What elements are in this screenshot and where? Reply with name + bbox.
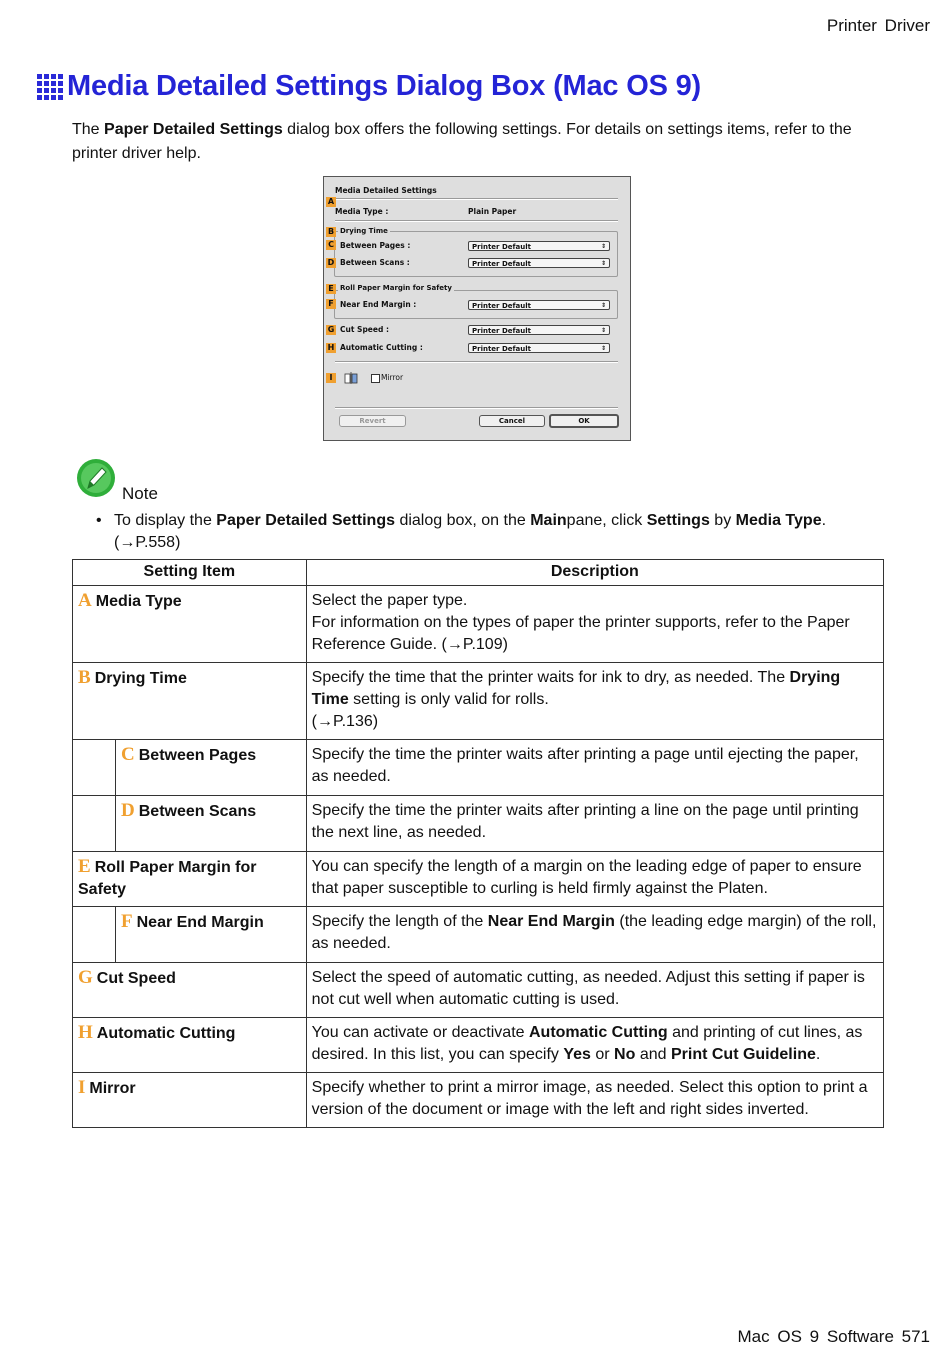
chevron-updown-icon: ⇕ — [600, 345, 606, 352]
row-letter: I — [78, 1077, 86, 1098]
row-desc-1: Select the speed of automatic cutting, as needed. Adjust this setting if paper is not cut well when automatic cutting is used. — [311, 969, 865, 1008]
media-type-label: Media Type : — [335, 207, 389, 216]
table-row — [73, 1018, 884, 1073]
table-row — [73, 852, 884, 907]
chevron-updown-icon: ⇕ — [600, 302, 606, 309]
badge-e: E — [326, 284, 336, 294]
note-text-1: To display the — [114, 512, 217, 529]
running-header: Printer Driver — [826, 16, 930, 35]
ok-button[interactable]: OK — [549, 414, 619, 428]
setting-item-cell — [73, 852, 307, 907]
row-name: Drying Time — [94, 670, 187, 687]
row-name: Between Pages — [138, 747, 257, 764]
badge-g: G — [327, 325, 335, 334]
note-bold-3: Settings — [646, 512, 710, 529]
divider — [335, 220, 618, 222]
intro-paragraph — [72, 118, 882, 166]
note-text-4: by — [709, 512, 736, 529]
note-pencil-icon — [76, 458, 116, 498]
row-name: Automatic Cutting — [96, 1025, 236, 1042]
badge-f: F — [326, 299, 336, 309]
page-title-text: Media Detailed Settings Dialog Box (Mac OS 9) — [67, 70, 701, 102]
row-desc-2: setting is only valid for rolls. — [348, 691, 549, 708]
note-bold-1: Paper Detailed Settings — [216, 512, 395, 529]
roll-margin-group-label: Roll Paper Margin for Safety — [340, 284, 452, 292]
setting-item-cell — [73, 663, 307, 740]
cut-speed-label: Cut Speed : — [340, 325, 389, 334]
note-label: Note — [122, 484, 158, 503]
table-row — [73, 796, 884, 852]
setting-item-cell — [73, 796, 307, 852]
description-cell — [306, 1018, 883, 1073]
badge-i: I — [326, 373, 336, 383]
note-text-2: dialog box, on the — [395, 512, 531, 529]
badge-d: D — [327, 258, 335, 267]
between-scans-select[interactable] — [468, 258, 610, 268]
setting-item-cell — [73, 586, 307, 663]
near-end-select[interactable] — [468, 300, 610, 310]
page-title — [37, 70, 701, 103]
row-desc-1: Specify the length of the — [311, 913, 488, 930]
between-scans-label: Between Scans : — [340, 258, 410, 267]
row-desc-1: Specify the time the printer waits after printing a line on the page until printing the next line, as needed. — [311, 802, 859, 841]
badge-b: B — [327, 227, 335, 236]
row-letter: A — [78, 590, 92, 611]
setting-item-cell — [73, 1018, 307, 1073]
row-name: Between Scans — [138, 803, 257, 820]
note-text-5: . — [821, 512, 827, 529]
row-desc-2: and printing of cut lines, as desired. In this list, you can specify — [311, 1024, 863, 1063]
auto-cut-value: Printer Default — [472, 345, 532, 353]
between-pages-value: Printer Default — [472, 243, 532, 251]
mirror-icon — [344, 371, 358, 385]
divider — [335, 361, 618, 363]
mirror-label: Mirror — [381, 373, 404, 382]
row-desc-2: For information on the types of paper the printer supports, refer to the Paper Reference Guide. (→P.109) — [311, 614, 850, 653]
row-name: Roll Paper Margin for Safety — [78, 859, 257, 898]
dialog-title: Media Detailed Settings — [335, 186, 437, 195]
row-desc-4: and — [635, 1046, 671, 1063]
row-desc-3: or — [590, 1046, 615, 1063]
bullet-dot: • — [96, 512, 102, 529]
between-scans-value: Printer Default — [472, 260, 532, 268]
note-text-3: pane, click — [566, 512, 647, 529]
intro-bold-1: Paper Detailed Settings — [104, 121, 283, 138]
media-type-value: Plain Paper — [468, 207, 517, 216]
near-end-value: Printer Default — [472, 302, 532, 310]
setting-item-cell — [73, 963, 307, 1018]
section-grid-icon — [37, 74, 63, 100]
chevron-updown-icon: ⇕ — [600, 327, 606, 334]
table-row — [73, 663, 884, 740]
note-bold-2: Main — [530, 512, 567, 529]
row-desc-bold: Near End Margin — [487, 913, 615, 930]
row-desc-1: Select the paper type. — [311, 592, 468, 609]
description-cell — [306, 852, 883, 907]
col-header-description: Description — [306, 560, 883, 586]
chevron-updown-icon: ⇕ — [600, 243, 606, 250]
cut-speed-select[interactable] — [468, 325, 610, 335]
intro-text-2: dialog box offers the following settings. For details on settings items, refer to the printer driver help. — [72, 121, 852, 162]
page-footer: Mac OS 9 Software 571 — [737, 1327, 930, 1346]
description-cell — [306, 1073, 883, 1128]
col-header-setting-item: Setting Item — [73, 560, 307, 586]
description-cell — [306, 663, 883, 740]
table-row — [73, 586, 884, 663]
table-row — [73, 963, 884, 1018]
row-name: Mirror — [89, 1080, 136, 1097]
row-desc-1: Specify the time that the printer waits for ink to dry, as needed. The — [311, 669, 790, 686]
row-desc-1: You can specify the length of a margin on the leading edge of paper to ensure that paper susceptible to curling is held firmly against the Platen. — [311, 858, 862, 897]
row-letter: B — [78, 667, 91, 688]
row-desc-1: Specify the time the printer waits after printing a page until ejecting the paper, as needed. — [311, 746, 859, 785]
description-cell — [306, 740, 883, 796]
auto-cut-label: Automatic Cutting : — [340, 343, 423, 352]
cancel-button[interactable]: Cancel — [479, 415, 545, 427]
description-cell — [306, 586, 883, 663]
row-desc-1: Specify whether to print a mirror image, as needed. Select this option to print a version of the document or image with the left and right sides inverted. — [311, 1079, 868, 1118]
note-bold-4: Media Type — [735, 512, 822, 529]
row-name: Cut Speed — [96, 970, 176, 987]
divider — [335, 198, 618, 200]
badge-c: C — [326, 240, 336, 250]
row-name: Near End Margin — [136, 914, 264, 931]
row-desc-2: (the leading edge margin) of the roll, as needed. — [311, 913, 877, 952]
cut-speed-value: Printer Default — [472, 327, 532, 335]
between-pages-select[interactable] — [468, 241, 610, 251]
note-ref-link[interactable]: (→P.558) — [114, 534, 181, 551]
note-text — [114, 510, 884, 554]
description-cell — [306, 796, 883, 852]
row-letter: H — [78, 1022, 93, 1043]
table-row — [73, 1073, 884, 1128]
revert-button[interactable]: Revert — [339, 415, 406, 427]
row-letter: E — [78, 856, 91, 877]
row-letter: C — [121, 744, 135, 765]
description-cell — [306, 907, 883, 963]
setting-item-cell — [73, 907, 307, 963]
row-letter: F — [121, 911, 133, 932]
drying-group-label: Drying Time — [340, 227, 388, 235]
badge-a: A — [327, 197, 335, 206]
row-desc-bold: Drying Time — [311, 669, 841, 708]
setting-item-cell — [73, 1073, 307, 1128]
intro-text-1: The — [72, 121, 105, 138]
table-row — [73, 907, 884, 963]
divider — [335, 407, 618, 409]
row-letter: G — [78, 967, 93, 988]
badge-h: H — [327, 343, 335, 352]
row-desc-3: (→P.136) — [311, 713, 379, 730]
row-letter: D — [121, 800, 135, 821]
row-desc-bold-2: Yes — [563, 1046, 591, 1063]
chevron-updown-icon: ⇕ — [600, 260, 606, 267]
auto-cut-select[interactable] — [468, 343, 610, 353]
settings-table — [72, 559, 884, 1128]
between-pages-label: Between Pages : — [340, 241, 411, 250]
dialog-screenshot — [323, 176, 631, 441]
table-row — [73, 740, 884, 796]
drying-group-box — [334, 231, 618, 277]
row-desc-bold-4: Print Cut Guideline — [670, 1046, 816, 1063]
row-desc-5: . — [815, 1046, 821, 1063]
row-name: Media Type — [95, 593, 182, 610]
near-end-label: Near End Margin : — [340, 300, 417, 309]
row-desc-bold-3: No — [614, 1046, 636, 1063]
mirror-checkbox[interactable] — [371, 374, 380, 383]
row-desc-bold-1: Automatic Cutting — [528, 1024, 668, 1041]
row-desc-1: You can activate or deactivate — [311, 1024, 529, 1041]
setting-item-cell — [73, 740, 307, 796]
table-header-row — [73, 560, 884, 586]
description-cell — [306, 963, 883, 1018]
